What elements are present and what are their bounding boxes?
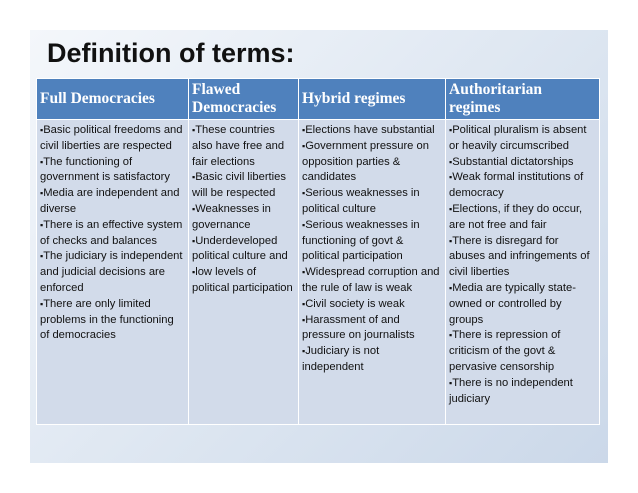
list-item: ▪ The functioning of government is satisfactory [40,155,185,187]
list-item: ▪ The judiciary is independent and judicial decisions are enforced [40,249,185,296]
table-header-row [37,79,600,120]
list-item: ▪ Serious weaknesses in political culture [302,186,442,218]
list-item: ▪ Elections have substantial [302,123,442,139]
list-item: ▪ There is no independent judiciary [449,376,596,408]
list-item: ▪ There are only limited problems in the functioning of democracies [40,297,185,344]
list-item: ▪ Underdeveloped political culture and [192,234,295,266]
list-item: ▪ Civil society is weak [302,297,442,313]
slide-title: Definition of terms: [47,38,295,68]
list-item: ▪ Judiciary is not independent [302,344,442,376]
list-item: ▪ Media are independent and diverse [40,186,185,218]
table-row [37,120,600,425]
list-item: ▪ Harassment of and pressure on journalists [302,313,442,345]
list-item: ▪ Government pressure on opposition parties & candidates [302,139,442,186]
list-item: ▪ Weaknesses in governance [192,202,295,234]
list-item: ▪ Political pluralism is absent or heavily circumscribed [449,123,596,155]
list-item: ▪ There is disregard for abuses and infringements of civil liberties [449,234,596,281]
list-item: ▪ Weak formal institutions of democracy [449,170,596,202]
list-item: ▪ Media are typically state-owned or controlled by groups [449,281,596,328]
header-hybrid-regimes: Hybrid regimes [299,79,446,120]
list-item: ▪ Substantial dictatorships [449,155,596,171]
header-full-democracies: Full Democracies [37,79,189,120]
header-flawed-democracies: Flawed Democracies [189,79,299,120]
list-item: ▪ There is repression of criticism of the govt & pervasive censorship [449,328,596,375]
list-item: ▪ Serious weaknesses in functioning of govt & political participation [302,218,442,265]
list-item: ▪ Widespread corruption and the rule of law is weak [302,265,442,297]
list-item: ▪ Basic political freedoms and civil liberties are respected [40,123,185,155]
list-item: ▪ Basic civil liberties will be respected [192,170,295,202]
header-authoritarian-regimes: Authoritarian regimes [446,79,600,120]
list-item: ▪ low levels of political participation [192,265,295,297]
list-item: ▪ Elections, if they do occur, are not free and fair [449,202,596,234]
list-item: ▪ These countries also have free and fair elections [192,123,295,170]
cell-flawed-democracies [189,120,299,425]
list-item: ▪ There is an effective system of checks and balances [40,218,185,250]
cell-hybrid-regimes [299,120,446,425]
cell-full-democracies [37,120,189,425]
definitions-table [36,78,600,425]
cell-authoritarian-regimes [446,120,600,425]
